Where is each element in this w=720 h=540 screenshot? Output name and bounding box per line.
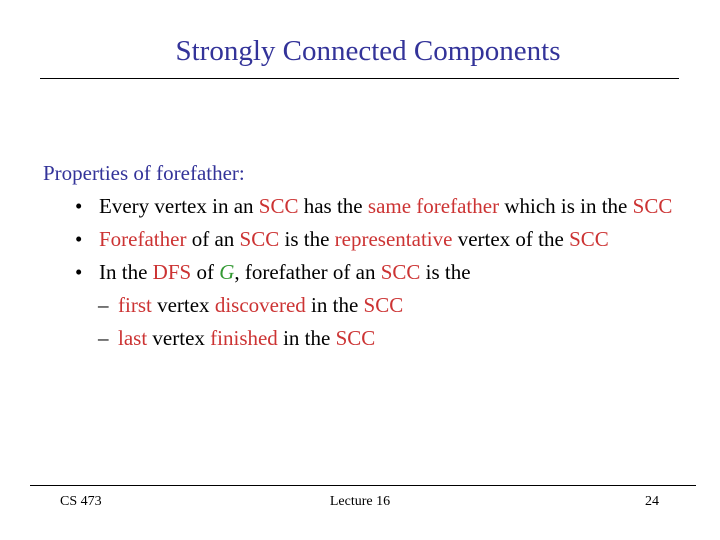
bullet-item xyxy=(43,223,703,256)
text-run: In the xyxy=(99,260,153,284)
text-run: which is in the xyxy=(499,194,633,218)
text-run: finished xyxy=(210,326,278,350)
text-run: G xyxy=(219,260,235,284)
text-run: same forefather xyxy=(367,194,500,218)
text-run: vertex xyxy=(151,293,215,317)
bullet-text xyxy=(99,227,609,251)
text-run: of an xyxy=(186,227,240,251)
bullet-mark: • xyxy=(75,194,83,218)
text-run: in the xyxy=(277,326,336,350)
text-run: SCC xyxy=(258,194,299,218)
bullet-mark: • xyxy=(75,260,83,284)
text-run: representative xyxy=(334,227,453,251)
footer-divider xyxy=(30,485,696,486)
text-run: SCC xyxy=(569,227,609,251)
sub-bullet-item xyxy=(43,289,703,322)
footer-lecture: Lecture 16 xyxy=(329,494,391,509)
text-run: vertex xyxy=(147,326,211,350)
text-run: vertex of the xyxy=(452,227,570,251)
sub-bullet-text xyxy=(118,326,375,350)
sub-bullet-item xyxy=(43,322,703,355)
bullet-text xyxy=(99,194,672,218)
text-run: in the xyxy=(305,293,364,317)
text-run: SCC xyxy=(363,293,404,317)
bullet-item xyxy=(43,256,703,289)
slide-title: Strongly Connected Components xyxy=(175,35,561,67)
bullet-text xyxy=(99,260,471,284)
sub-bullet-dash: – xyxy=(98,326,109,350)
text-run: last xyxy=(118,326,148,350)
text-run: , forefather of an xyxy=(234,260,381,284)
text-run: SCC xyxy=(380,260,421,284)
text-run: SCC xyxy=(335,326,376,350)
bullet-mark: • xyxy=(75,227,83,251)
text-run: discovered xyxy=(214,293,306,317)
intro-line: Properties of forefather: xyxy=(43,161,245,185)
text-run: SCC xyxy=(632,194,673,218)
sub-bullet-dash: – xyxy=(98,293,109,317)
title-divider xyxy=(40,78,679,79)
text-run: has the xyxy=(298,194,368,218)
text-run: is the xyxy=(420,260,471,284)
bullet-item xyxy=(43,190,703,223)
text-run: DFS xyxy=(152,260,192,284)
text-run: Forefather xyxy=(99,227,187,251)
text-run: Every vertex in an xyxy=(99,194,259,218)
text-run: SCC xyxy=(239,227,280,251)
text-run: first xyxy=(118,293,152,317)
footer-page-number: 24 xyxy=(645,494,659,509)
text-run: is the xyxy=(279,227,335,251)
sub-bullet-text xyxy=(118,293,403,317)
slide-body xyxy=(43,157,703,355)
text-run: of xyxy=(191,260,220,284)
footer-course: CS 473 xyxy=(60,494,102,509)
